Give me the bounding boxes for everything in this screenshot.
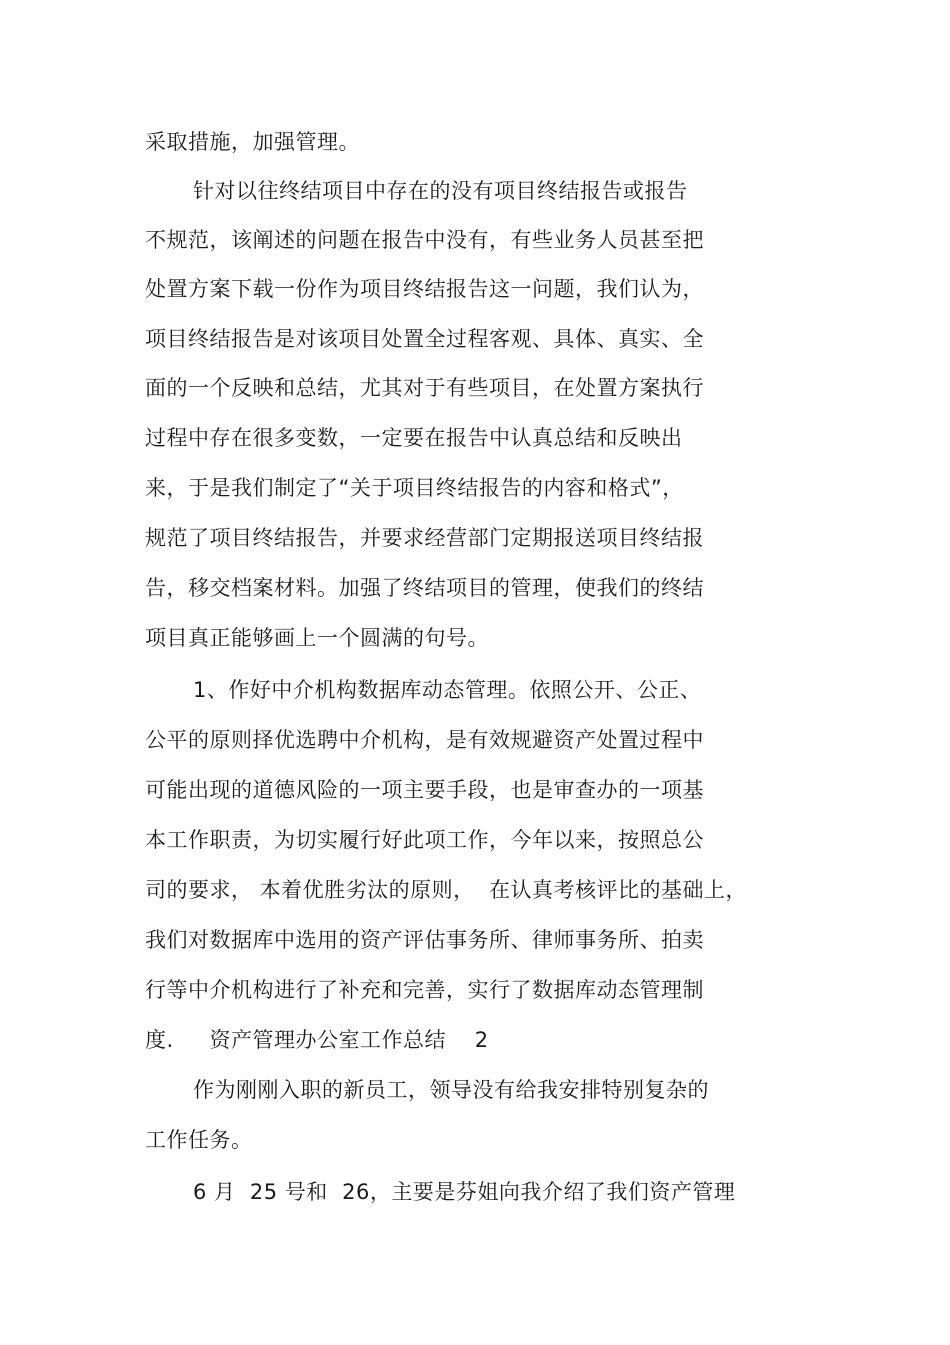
text-line: 针对以往终结项目中存在的没有项目终结报告或报告 [193,179,688,203]
text-line: 采取措施，加强管理。 [145,130,360,154]
text-line: 工作任务。 [145,1128,253,1152]
text-line: 6 月 25 号和 26，主要是芬姐向我介绍了我们资产管理 [193,1180,736,1204]
text-line: 来，于是我们制定了“关于项目终结报告的内容和格式”， [145,476,684,500]
text-line: 行等中介机构进行了补充和完善，实行了数据库动态管理制 [145,978,704,1002]
text-line: 面的一个反映和总结，尤其对于有些项目，在处置方案执行 [145,376,704,400]
text-line: 度. 资产管理办公室工作总结 2 [145,1028,489,1052]
text-line: 1、作好中介机构数据库动态管理。依照公开、公正、 [193,678,702,702]
text-line: 公平的原则择优选聘中介机构，是有效规避资产处置过程中 [145,728,704,752]
text-line: 不规范，该阐述的问题在报告中没有，有些业务人员甚至把 [145,228,704,252]
text-line: 项目终结报告是对该项目处置全过程客观、具体、真实、全 [145,327,704,351]
text-line: 过程中存在很多变数，一定要在报告中认真总结和反映出 [145,426,683,450]
text-line: 告，移交档案材料。加强了终结项目的管理，使我们的终结 [145,576,704,600]
text-line: 规范了项目终结报告，并要求经营部门定期报送项目终结报 [145,526,704,550]
text-line: 我们对数据库中选用的资产评估事务所、律师事务所、拍卖 [145,928,704,952]
text-line: 可能出现的道德风险的一项主要手段，也是审查办的一项基 [145,778,704,802]
text-line: 本工作职责，为切实履行好此项工作，今年以来，按照总公 [145,828,704,852]
text-line: 处置方案下载一份作为项目终结报告这一问题，我们认为， [145,277,704,301]
text-line: 作为刚刚入职的新员工，领导没有给我安排特别复杂的 [193,1078,709,1102]
text-line: 项目真正能够画上一个圆满的句号。 [145,626,489,650]
text-line: 司的要求， 本着优胜劣汰的原则， 在认真考核评比的基础上， [145,878,748,902]
